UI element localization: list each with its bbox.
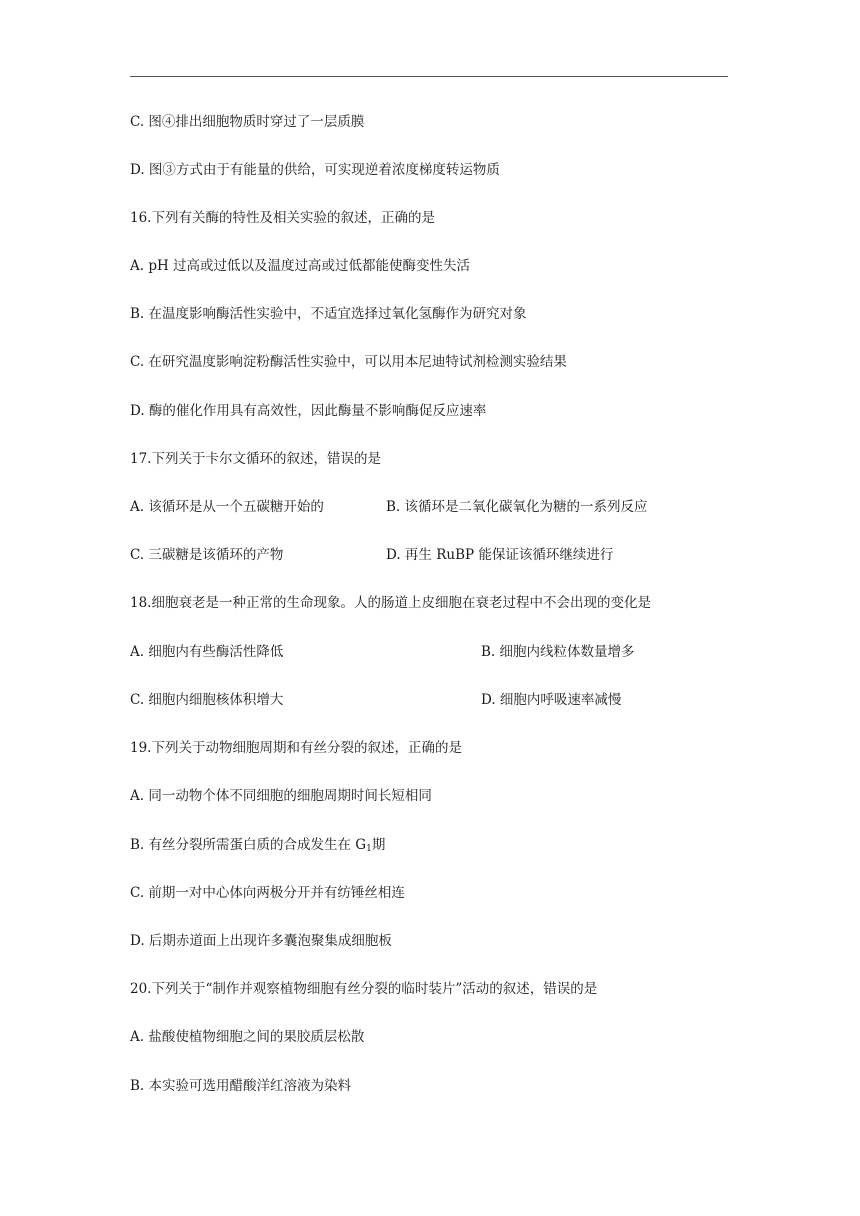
option-17d: D. 再生 RuBP 能保证该循环继续进行: [386, 547, 614, 563]
header-rule: [130, 76, 728, 77]
option-19b: [130, 835, 385, 859]
option-19d: D. 后期赤道面上出现许多囊泡聚集成细胞板: [130, 933, 392, 949]
question-19: 19.下列关于动物细胞周期和有丝分裂的叙述，正确的是: [130, 740, 462, 756]
option-18c: C. 细胞内细胞核体积增大: [130, 692, 284, 708]
option-16a: A. pH 过高或过低以及温度过高或过低都能使酶变性失活: [130, 258, 471, 274]
option-17a: A. 该循环是从一个五碳糖开始的: [130, 499, 324, 515]
option-17b: B. 该循环是二氧化碳氧化为糖的一系列反应: [386, 499, 648, 515]
question-17: 17.下列关于卡尔文循环的叙述，错误的是: [130, 451, 381, 467]
option-16b: B. 在温度影响酶活性实验中，不适宜选择过氧化氢酶作为研究对象: [130, 306, 527, 322]
option-19a: A. 同一动物个体不同细胞的细胞周期时间长短相同: [130, 788, 432, 804]
option-20b: B. 本实验可选用醋酸洋红溶液为染料: [130, 1078, 352, 1094]
option-19c: C. 前期一对中心体向两极分开并有纺锤丝相连: [130, 885, 405, 901]
option-16c: C. 在研究温度影响淀粉酶活性实验中，可以用本尼迪特试剂检测实验结果: [130, 354, 567, 370]
option-19b-subscript: 1: [366, 844, 372, 854]
option-16d: D. 酶的催化作用具有高效性，因此酶量不影响酶促反应速率: [130, 403, 487, 419]
option-17c: C. 三碳糖是该循环的产物: [130, 547, 284, 563]
option-19b-text: B. 有丝分裂所需蛋白质的合成发生在 G: [130, 837, 367, 853]
option-18b: B. 细胞内线粒体数量增多: [481, 644, 635, 660]
option-20a: A. 盐酸使植物细胞之间的果胶质层松散: [130, 1029, 365, 1045]
question-16: 16.下列有关酶的特性及相关实验的叙述，正确的是: [130, 210, 435, 226]
question-18: 18.细胞衰老是一种正常的生命现象。人的肠道上皮细胞在衰老过程中不会出现的变化是: [130, 595, 651, 611]
option-19b-suffix: 期: [371, 837, 386, 853]
option-15c: C. 图④排出细胞物质时穿过了一层质膜: [130, 114, 365, 130]
question-20: 20.下列关于“制作并观察植物细胞有丝分裂的临时装片”活动的叙述，错误的是: [130, 981, 598, 997]
option-18a: A. 细胞内有些酶活性降低: [130, 644, 284, 660]
option-18d: D. 细胞内呼吸速率减慢: [481, 692, 622, 708]
option-15d: D. 图③方式由于有能量的供给，可实现逆着浓度梯度转运物质: [130, 162, 500, 178]
